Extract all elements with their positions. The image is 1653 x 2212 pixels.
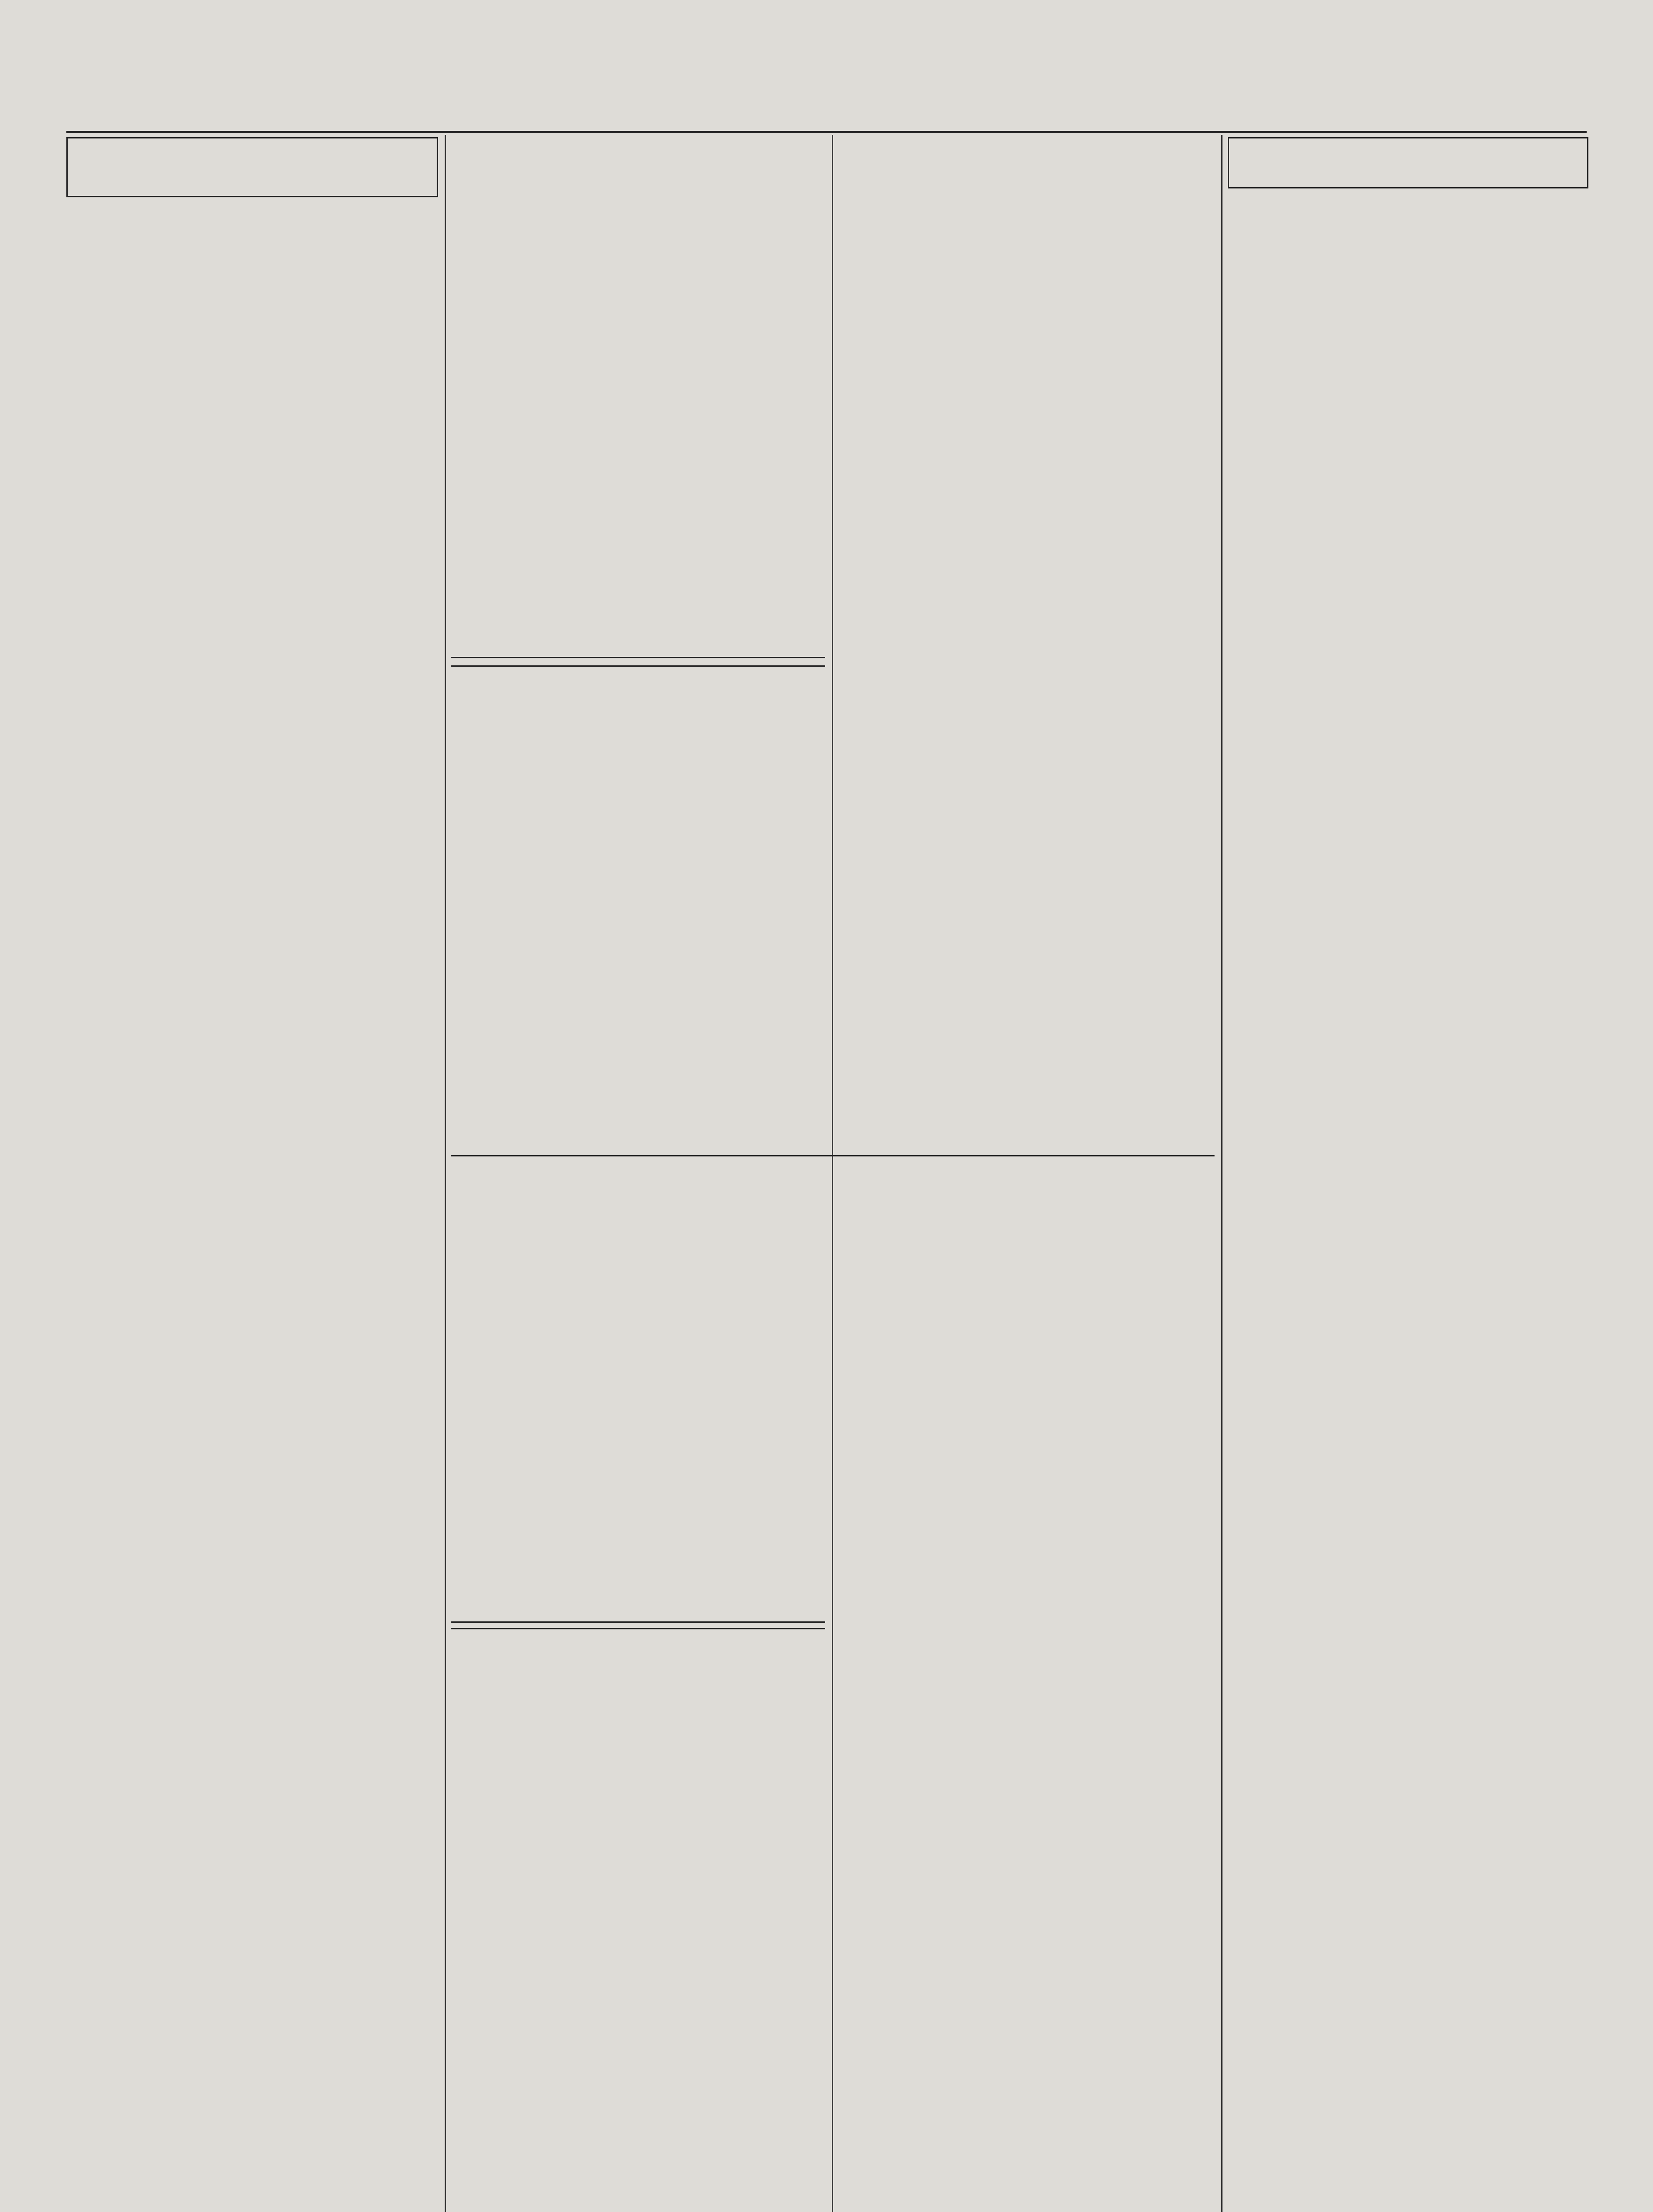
column-4: [1228, 135, 1588, 2212]
header-rule: [66, 131, 1587, 133]
ausgleiche-heading: [451, 657, 825, 667]
devisenkurse-heading: [451, 1621, 825, 1629]
borsen-heading-box: [451, 772, 1215, 847]
schluesse-section: [451, 1152, 1215, 1156]
kabelkurse-box: [1228, 137, 1588, 188]
fair-box: [66, 137, 438, 197]
schluesse-heading: [451, 1152, 1215, 1156]
page-header: [71, 97, 1582, 128]
middle-columns: [451, 135, 1215, 2212]
column-1: [66, 135, 438, 2212]
column-divider: [1221, 135, 1222, 2212]
top-text: [451, 139, 1215, 648]
column-divider: [445, 135, 446, 2212]
devisenkurse-section: [451, 1621, 825, 1629]
